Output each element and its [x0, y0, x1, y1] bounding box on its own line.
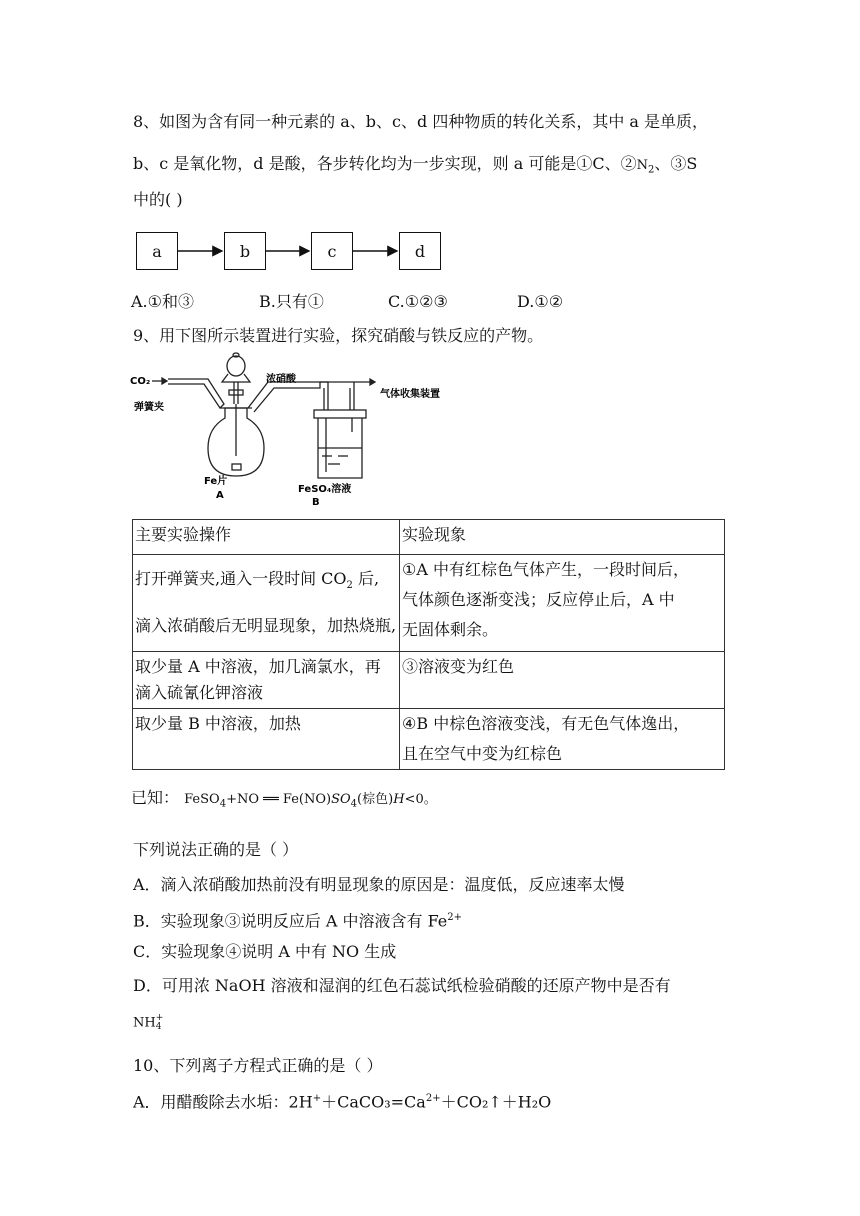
known-label: 已知： [131, 788, 180, 807]
bottle-stopper [314, 410, 366, 418]
nh4-symbol: NH [133, 1015, 156, 1031]
label-clip: 弹簧夹 [134, 402, 164, 413]
row1-ph-line1: ①A 中有红棕色气体产生，一段时间后， [402, 560, 689, 579]
box-a: a [136, 232, 178, 270]
box-b: b [224, 232, 266, 270]
eq-sub1: 4 [219, 798, 227, 810]
row3-ph-line2: 且在空气中变为红棕色 [402, 744, 563, 763]
row3-ph-line1: ④B 中棕色溶液变浅，有无色气体逸出， [402, 714, 690, 733]
q9-title: 9、用下图所示装置进行实验，探究硝酸与铁反应的产物。 [133, 326, 544, 345]
q9-option-b [133, 906, 462, 933]
q10-a-end: ＋CO₂↑＋H₂O [440, 1092, 552, 1112]
eq-no: +NO ══ Fe(NO) [226, 792, 332, 807]
label-fe: Fe片 [204, 476, 228, 487]
row2-op-line1: 取少量 A 中溶液，加几滴氯水，再 [135, 657, 381, 676]
table-row [133, 709, 725, 770]
fe-charge: 2+ [447, 912, 463, 923]
label-feso4: FeSO₄溶液 [298, 484, 352, 495]
q9-option-a: A．滴入浓硝酸加热前没有明显现象的原因是：温度低，反应速率太慢 [133, 875, 625, 894]
outlet-tube [248, 382, 320, 412]
nh4-formula [133, 1014, 163, 1032]
table-row [133, 652, 725, 709]
q9-option-d: D．可用浓 NaOH 溶液和湿润的红色石蕊试纸检验硝酸的还原产物中是否有 [133, 976, 671, 995]
equation [184, 792, 437, 810]
row1-op-line2: 滴入浓硝酸后无明显现象，加热烧瓶, [135, 616, 397, 636]
q8-line1: 8、如图为含有同一种元素的 a、b、c、d 四种物质的转化关系，其中 a 是单质， [133, 112, 709, 131]
box-c: c [311, 232, 353, 270]
q8-line2-end: 、③S [654, 154, 698, 173]
eq-h: H [393, 792, 405, 807]
eq-brown: (棕色) [357, 792, 394, 807]
eq-feso4: FeSO [184, 792, 220, 807]
label-co2: CO₂ [130, 376, 151, 387]
row2-op-line2: 滴入硫氰化钾溶液 [135, 683, 264, 702]
q9-prompt: 下列说法正确的是（ ） [133, 840, 299, 859]
row3-operation: 取少量 B 中溶液，加热 [133, 709, 400, 770]
row1-op-line1 [135, 559, 397, 606]
table-row [133, 555, 725, 652]
q10-title: 10、下列离子方程式正确的是（ ） [133, 1056, 383, 1075]
q10-a-text: A．用醋酸除去水垢：2H [133, 1092, 313, 1112]
dropping-funnel [227, 356, 245, 376]
label-nitric: 浓硝酸 [266, 374, 296, 385]
row1-phenomenon [400, 555, 725, 652]
q9-option-b-text: B．实验现象③说明反应后 A 中溶液含有 Fe [133, 911, 448, 931]
q8-option-d: D.①② [517, 292, 564, 311]
q8-line3: 中的( ) [133, 190, 183, 209]
flow-arrows [0, 0, 860, 300]
row1-operation [133, 555, 400, 652]
known-equation [131, 786, 437, 817]
box-d: d [399, 232, 441, 270]
row2-operation [133, 652, 400, 709]
eq-sub2: 4 [350, 798, 358, 810]
co2-subscript: 2 [346, 580, 353, 592]
h-charge: + [312, 1093, 322, 1104]
q8-line2-text: b、c 是氧化物，d 是酸，各步转化均为一步实现，则 a 可能是①C、② [133, 154, 637, 173]
eq-lt0: <0。 [404, 792, 437, 807]
q8-option-a: A.①和③ [131, 292, 194, 311]
eq-so4: SO [331, 792, 351, 807]
label-a: A [216, 490, 224, 501]
row1-op-text: 打开弹簧夹,通入一段时间 CO [135, 569, 347, 588]
label-gas-collect: 气体收集装置 [380, 389, 440, 400]
q9-option-c: C．实验现象④说明 A 中有 NO 生成 [133, 942, 397, 961]
nh4-subscript: 4 [155, 1022, 162, 1032]
label-b: B [312, 497, 320, 508]
ca-charge: 2+ [425, 1093, 441, 1104]
table-header-row [133, 520, 725, 555]
nh4-scripts [156, 1014, 164, 1032]
row2-phenomenon: ③溶液变为红色 [400, 652, 725, 709]
row1-ph-line2: 气体颜色逐渐变浅；反应停止后，A 中 [402, 590, 675, 609]
q10-a-mid: ＋CaCO₃=Ca [321, 1092, 426, 1112]
n2-symbol: N [636, 158, 648, 173]
header-phenomenon: 实验现象 [400, 520, 725, 555]
row3-phenomenon [400, 709, 725, 770]
fe-piece [232, 464, 241, 470]
inlet-tube [168, 379, 224, 408]
q8-option-b: B.只有① [259, 292, 324, 311]
nh4-charge: + [155, 1013, 164, 1023]
q8-option-c: C.①②③ [388, 292, 448, 311]
experiment-table [132, 519, 725, 770]
apparatus-figure [128, 352, 468, 512]
n2-subscript: 2 [647, 164, 655, 176]
q10-option-a [133, 1087, 551, 1114]
header-operation: 主要实验操作 [133, 520, 400, 555]
row1-op-end: 后, [352, 569, 380, 588]
row1-ph-line3: 无固体剩余。 [402, 620, 499, 639]
